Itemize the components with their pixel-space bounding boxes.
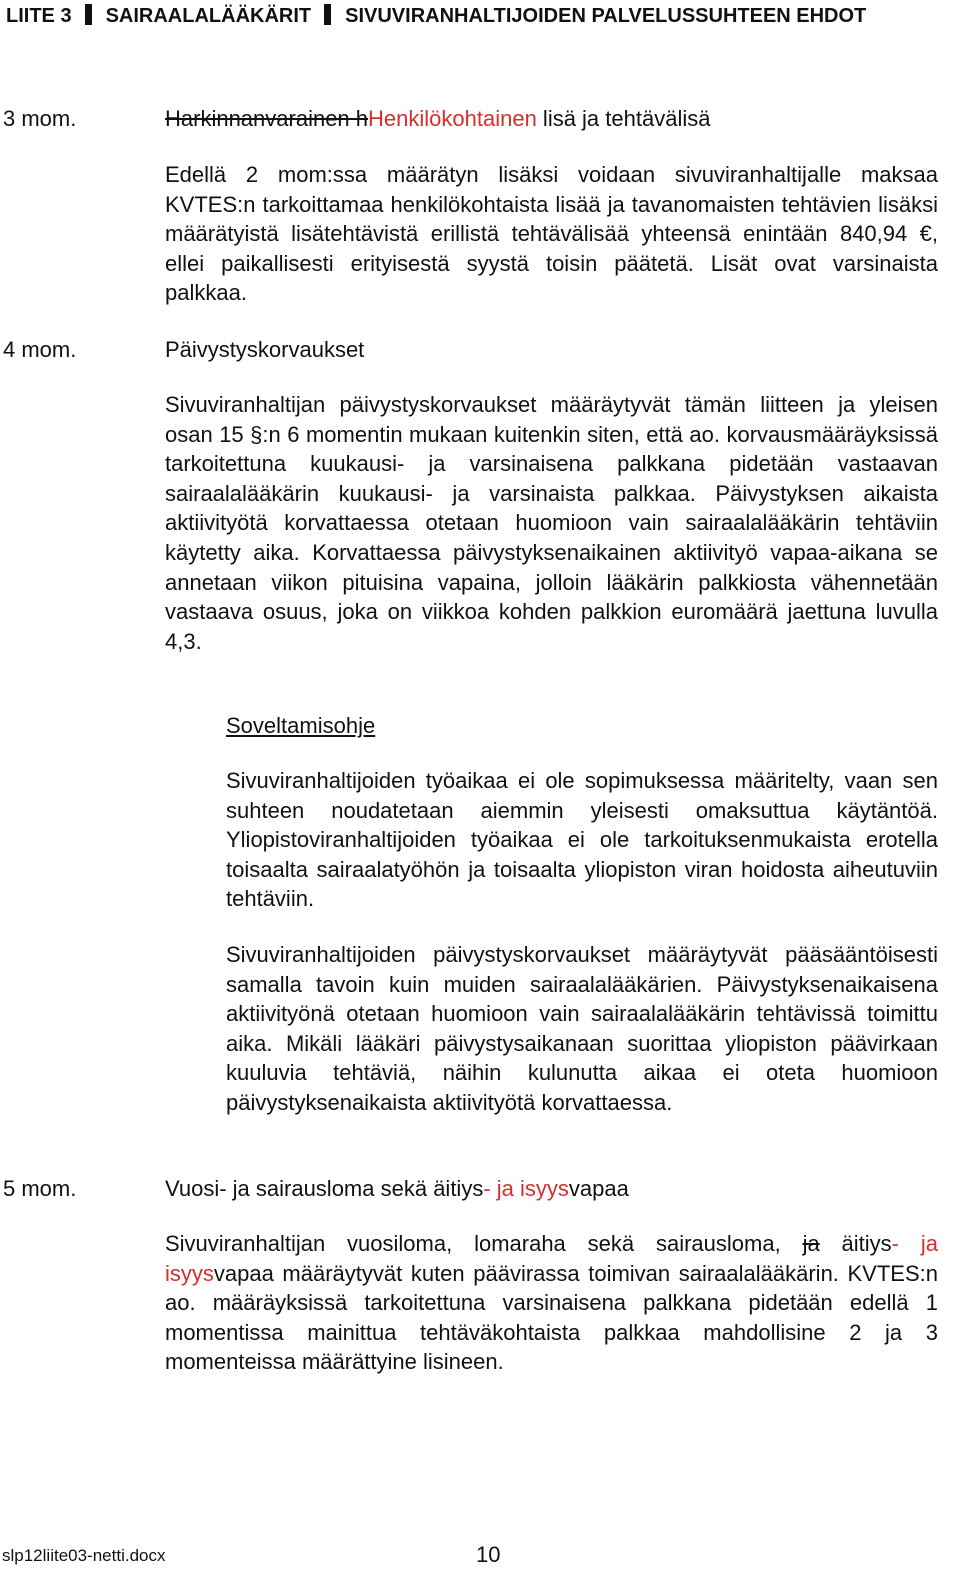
header-appendix: LIITE 3: [6, 5, 72, 27]
mom5-body: [165, 1229, 938, 1377]
header-separator: [324, 4, 331, 25]
mom3-title-deleted: Harkinnanvarainen h: [165, 106, 369, 131]
mom4-number: 4 mom.: [3, 337, 77, 362]
soveltamisohje-paragraph-2: Sivuviranhaltijoiden päivystyskorvaukset määräytyvät pääsääntöisesti samalla tavoin kuin muiden sairaalalääkärien. Päivystyksenaikaisena aktiivityönä otetaan huomioon vain sairaalalääkärin tehtävissä toimittu aika. Mikäli lääkäri päivystysaikanaan suorittaa yliopiston päävirkaan kuuluvia tehtäviä, näihin kulunutta aikaa ei oteta huomioon päivystyksenaikaista aktiivityötä korvattaessa.: [226, 942, 938, 1115]
mom5-body-deleted: ja: [802, 1231, 820, 1256]
mom5-title-a: Vuosi- ja sairausloma sekä äitiys: [165, 1176, 484, 1201]
soveltamisohje-paragraph-1: Sivuviranhaltijoiden työaikaa ei ole sopimuksessa määritelty, vaan sen suhteen noudatetaan aiemmin yleisesti omaksuttua käytäntöä. Yliopistoviranhaltijoiden työaikaa ei ole tarkoituksenmukaista erotella toisaalta sairaalatyöhön ja toisaalta yliopiston viran hoidosta aiheutuviin tehtäviin.: [226, 768, 938, 912]
header-title: SIVUVIRANHALTIJOIDEN PALVELUSSUHTEEN EHDOT: [345, 5, 867, 27]
mom3-title: [165, 104, 710, 133]
page-header: [6, 4, 956, 28]
header-separator: [85, 4, 92, 25]
mom5-body-b: äitiys: [819, 1231, 892, 1256]
mom3-title-inserted: Henkilökohtainen: [368, 106, 537, 131]
header-section: SAIRAALALÄÄKÄRIT: [105, 5, 312, 27]
footer-page-number: 10: [476, 1542, 501, 1567]
mom4-title: Päivystyskorvaukset: [165, 337, 365, 362]
mom5-number: 5 mom.: [3, 1176, 77, 1201]
mom3-body: Edellä 2 mom:ssa määrätyn lisäksi voidaan sivuviranhaltijalle maksaa KVTES:n tarkoittamaa henkilökohtaista lisää ja tavanomaisten tehtävien lisäksi määrätyistä lisätehtävistä erillistä tehtävälisää yhteensä enintään 840,94 €, ellei paikallisesti erityisestä syystä toisin päätetä. Lisät ovat varsinaista palkkaa.: [165, 162, 938, 306]
mom5-title: [165, 1174, 629, 1203]
soveltamisohje-heading: Soveltamisohje: [226, 713, 376, 738]
mom5-body-inserted: - ja isyys: [165, 1231, 938, 1286]
mom5-body-a: Sivuviranhaltijan vuosiloma, lomaraha sekä sairausloma,: [165, 1231, 803, 1256]
mom5-title-b: vapaa: [568, 1176, 629, 1201]
mom5-title-inserted: - ja isyys: [483, 1176, 569, 1201]
footer-filename: slp12liite03-netti.docx: [2, 1546, 166, 1565]
mom5-body-c: vapaa määräytyvät kuten päävirassa toimivan sairaalalääkärin. KVTES:n ao. määräyksissä tarkoitettuna varsinaisena palkkana pidetään edellä 1 momentissa mainittua tehtäväkohtaista palkkaa mahdollisine 2 ja 3 momenteissa määrättyine lisineen.: [165, 1260, 938, 1375]
mom3-title-rest: lisä ja tehtävälisä: [536, 106, 711, 131]
mom3-number: 3 mom.: [3, 106, 77, 131]
mom4-body: Sivuviranhaltijan päivystyskorvaukset määräytyvät tämän liitteen ja yleisen osan 15 §:n 6 momentin mukaan kuitenkin siten, että ao. korvausmääräyksissä tarkoitettuna kuukausi- ja varsinaisena palkkana pidetään vastaavan sairaalalääkärin kuukausi- ja varsinaista palkkaa. Päivystyksen aikaista aktiivityötä korvattaessa otetaan huomioon vain sairaalalääkärin tehtäviin käytetty aika. Korvattaessa päivystyksenaikainen aktiivityö vapaa-aikana se annetaan viikon pituisina vapaina, jolloin lääkärin palkkiosta vähennetään vastaava osuus, joka on viikkoa kohden palkkion euromäärä jaettuna luvulla 4,3.: [165, 392, 938, 654]
